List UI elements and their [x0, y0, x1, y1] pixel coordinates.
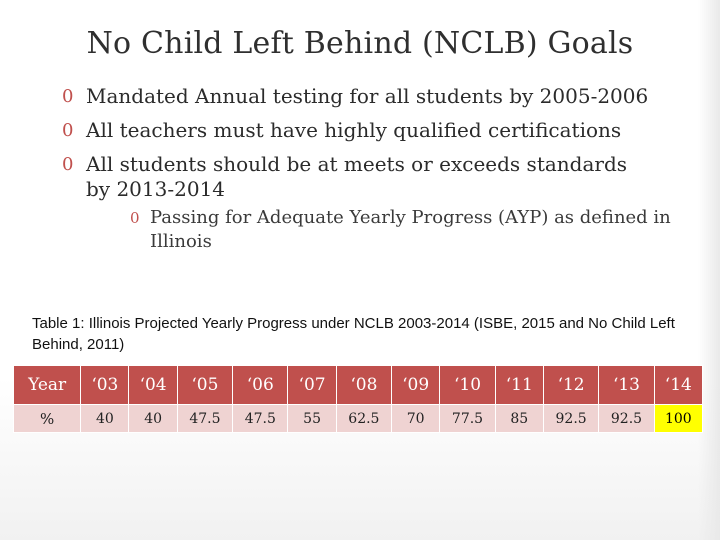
slide-title: No Child Left Behind (NCLB) Goals: [86, 26, 634, 61]
bullet-item: [62, 118, 652, 143]
year-cell: ‘10: [440, 366, 495, 405]
table-value-row: [14, 405, 703, 433]
bullet-item: [62, 152, 671, 254]
value-cell: 70: [392, 405, 440, 433]
year-cell: ‘13: [599, 366, 654, 405]
bullet-text: All teachers must have highly qualified certifications: [86, 118, 622, 142]
sub-bullet-marker: 0: [130, 209, 140, 227]
value-cell: 47.5: [233, 405, 288, 433]
bullet-item: [62, 84, 652, 109]
year-cell: ‘11: [495, 366, 543, 405]
bullet-marker: 0: [62, 154, 74, 175]
value-cell: 40: [81, 405, 129, 433]
value-cell: 92.5: [599, 405, 654, 433]
value-cell: 55: [288, 405, 336, 433]
value-cell: 77.5: [440, 405, 495, 433]
table-header-row: [14, 366, 703, 405]
sub-bullet-item: [130, 206, 680, 254]
row-label-cell: %: [14, 405, 81, 433]
progress-table: [13, 365, 703, 433]
year-cell: ‘14: [654, 366, 702, 405]
bullet-marker: 0: [62, 120, 74, 141]
year-cell: ‘05: [177, 366, 232, 405]
bullet-marker: 0: [62, 86, 74, 107]
value-cell: 85: [495, 405, 543, 433]
bullet-text: Mandated Annual testing for all students by 2005-2006: [86, 84, 649, 108]
value-cell: 92.5: [543, 405, 598, 433]
year-cell: ‘07: [288, 366, 336, 405]
year-cell: ‘08: [336, 366, 391, 405]
value-cell: 47.5: [177, 405, 232, 433]
value-cell: 100: [654, 405, 702, 433]
header-label-cell: Year: [14, 366, 81, 405]
bullet-list: [62, 84, 671, 263]
table-caption: Table 1: Illinois Projected Yearly Progress under NCLB 2003-2014 (ISBE, 2015 and No Child Left Behind, 2011): [32, 315, 675, 353]
year-cell: ‘12: [543, 366, 598, 405]
year-cell: ‘04: [129, 366, 177, 405]
sub-bullet-text: Passing for Adequate Yearly Progress (AYP) as defined in Illinois: [150, 207, 671, 252]
year-cell: ‘03: [81, 366, 129, 405]
year-cell: ‘09: [392, 366, 440, 405]
bullet-text: All students should be at meets or exceeds standards by 2013-2014: [86, 152, 628, 201]
value-cell: 40: [129, 405, 177, 433]
value-cell: 62.5: [336, 405, 391, 433]
edge-shadow: [698, 0, 720, 540]
year-cell: ‘06: [233, 366, 288, 405]
